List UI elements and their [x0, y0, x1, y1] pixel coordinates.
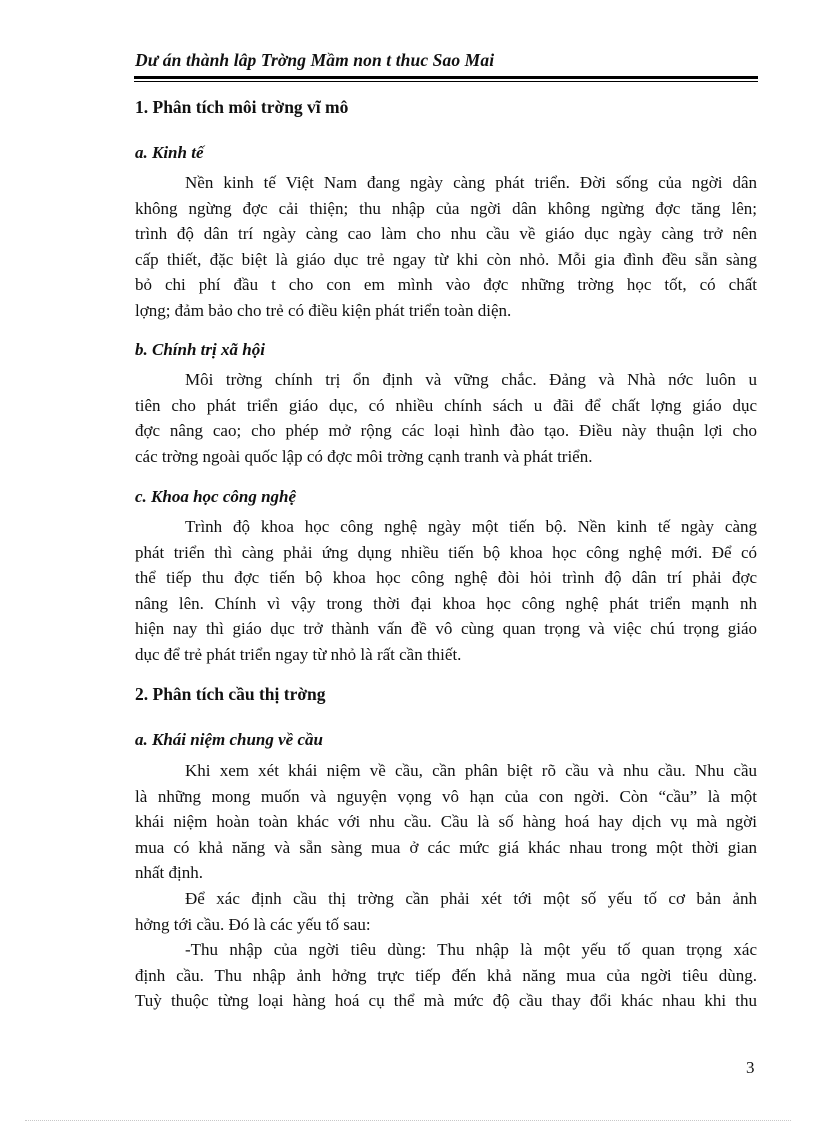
- section-2-heading: 2. Phân tích cầu thị trờng: [135, 684, 326, 704]
- text-line: Nền kinh tế Việt Nam đang ngày càng phát triển. Đời sống của ngời dân: [185, 173, 757, 192]
- subsection-1b-heading: b. Chính trị xã hội: [135, 340, 265, 359]
- text-line: -Thu nhập của ngời tiêu dùng: Thu nhập là một yếu tố quan trọng xác: [185, 940, 757, 959]
- text-line: không ngừng đợc cải thiện; thu nhập của ngời dân không ngừng đợc tăng lên;: [135, 198, 757, 218]
- text-line: lợng; đảm bảo cho trẻ có điều kiện phát triển toàn diện.: [135, 300, 512, 320]
- running-header-title: Dư án thành lâp Trờng Mầm non t thuc Sao Mai: [135, 50, 495, 70]
- header-rule-thick: [134, 76, 758, 79]
- subsection-2a-heading: a. Khái niệm chung về cầu: [135, 730, 323, 749]
- text-line: định cầu. Thu nhập ảnh hởng trực tiếp đến khả năng mua của ngời tiêu dùng.: [135, 965, 757, 985]
- text-line: cấp thiết, đặc biệt là giáo dục trẻ ngay từ khi còn nhỏ. Mỗi gia đình đều sẵn sàng: [135, 249, 757, 269]
- section-1-heading: 1. Phân tích môi trờng vĩ mô: [135, 97, 349, 117]
- text-line: là những mong muốn và nguyện vọng vô hạn của con ngời. Còn “cầu” là một: [135, 786, 757, 806]
- paragraph-kinh-te: [135, 170, 757, 324]
- paragraph-khoa-hoc: [135, 514, 757, 668]
- paragraph-xac-dinh-cau: [135, 886, 757, 937]
- text-line: Để xác định cầu thị trờng cần phải xét tới một số yếu tố cơ bản ảnh: [185, 889, 757, 908]
- text-line: các trờng ngoài quốc lập có đợc môi trờng cạnh tranh và phát triển.: [135, 446, 593, 466]
- text-line: Trình độ khoa học công nghệ ngày một tiến bộ. Nền kinh tế ngày càng: [185, 517, 757, 536]
- text-line: Khi xem xét khái niệm về cầu, cần phân biệt rõ cầu và nhu cầu. Nhu cầu: [185, 761, 757, 780]
- header-rule-thin: [134, 81, 758, 82]
- text-line: dục để trẻ phát triển ngay từ nhỏ là rất cần thiết.: [135, 644, 462, 664]
- text-line: mua có khả năng và sẵn sàng mua ở các mức giá khác nhau trong một thời gian: [135, 837, 757, 857]
- page-number: 3: [746, 1058, 755, 1077]
- text-line: tiên cho phát triển giáo dục, có nhiều chính sách u đãi để chất lợng giáo dục: [135, 395, 757, 415]
- subsection-1a-heading: a. Kinh tế: [135, 143, 204, 162]
- text-line: nâng lên. Chính vì vậy trong thời đại khoa học công nghệ phát triển mạnh nh: [135, 593, 757, 613]
- text-line: hiện nay thì giáo dục trở thành vấn đề vô cùng quan trọng và việc chú trọng giáo: [135, 619, 757, 639]
- text-line: phát triển thì càng phải ứng dụng nhiều tiến bộ khoa học công nghệ mới. Để có: [135, 542, 757, 562]
- text-line: đợc nâng cao; cho phép mở rộng các loại hình đào tạo. Điều này thuận lợi cho: [135, 421, 757, 441]
- subsection-1c-heading: c. Khoa học công nghệ: [135, 487, 297, 506]
- paragraph-chinh-tri: [135, 367, 757, 469]
- text-line: trình độ dân trí ngày càng cao làm cho nhu cầu về giáo dục ngày càng trở nên: [135, 224, 757, 244]
- text-line: bỏ chi phí đầu t cho con em mình vào đợc những trờng học tốt, có chất: [135, 275, 757, 295]
- text-line: hởng tới cầu. Đó là các yếu tố sau:: [135, 914, 371, 934]
- text-line: Môi trờng chính trị ổn định và vững chắc. Đảng và Nhà nớc luôn u: [185, 370, 757, 389]
- text-line: nhất định.: [135, 863, 203, 883]
- page-bottom-divider: [25, 1120, 791, 1121]
- text-line: Tuỳ thuộc từng loại hàng hoá cụ thể mà mức độ cầu thay đổi khác nhau khi thu: [135, 991, 757, 1011]
- text-line: thể tiếp thu đợc tiến bộ khoa học công nghệ đòi hỏi trình độ dân trí phải đợc: [135, 568, 757, 588]
- paragraph-khai-niem-cau: [135, 758, 757, 886]
- paragraph-thu-nhap: [135, 937, 757, 1014]
- text-line: khái niệm hoàn toàn khác với nhu cầu. Cầu là số hàng hoá hay dịch vụ mà ngời: [135, 812, 757, 832]
